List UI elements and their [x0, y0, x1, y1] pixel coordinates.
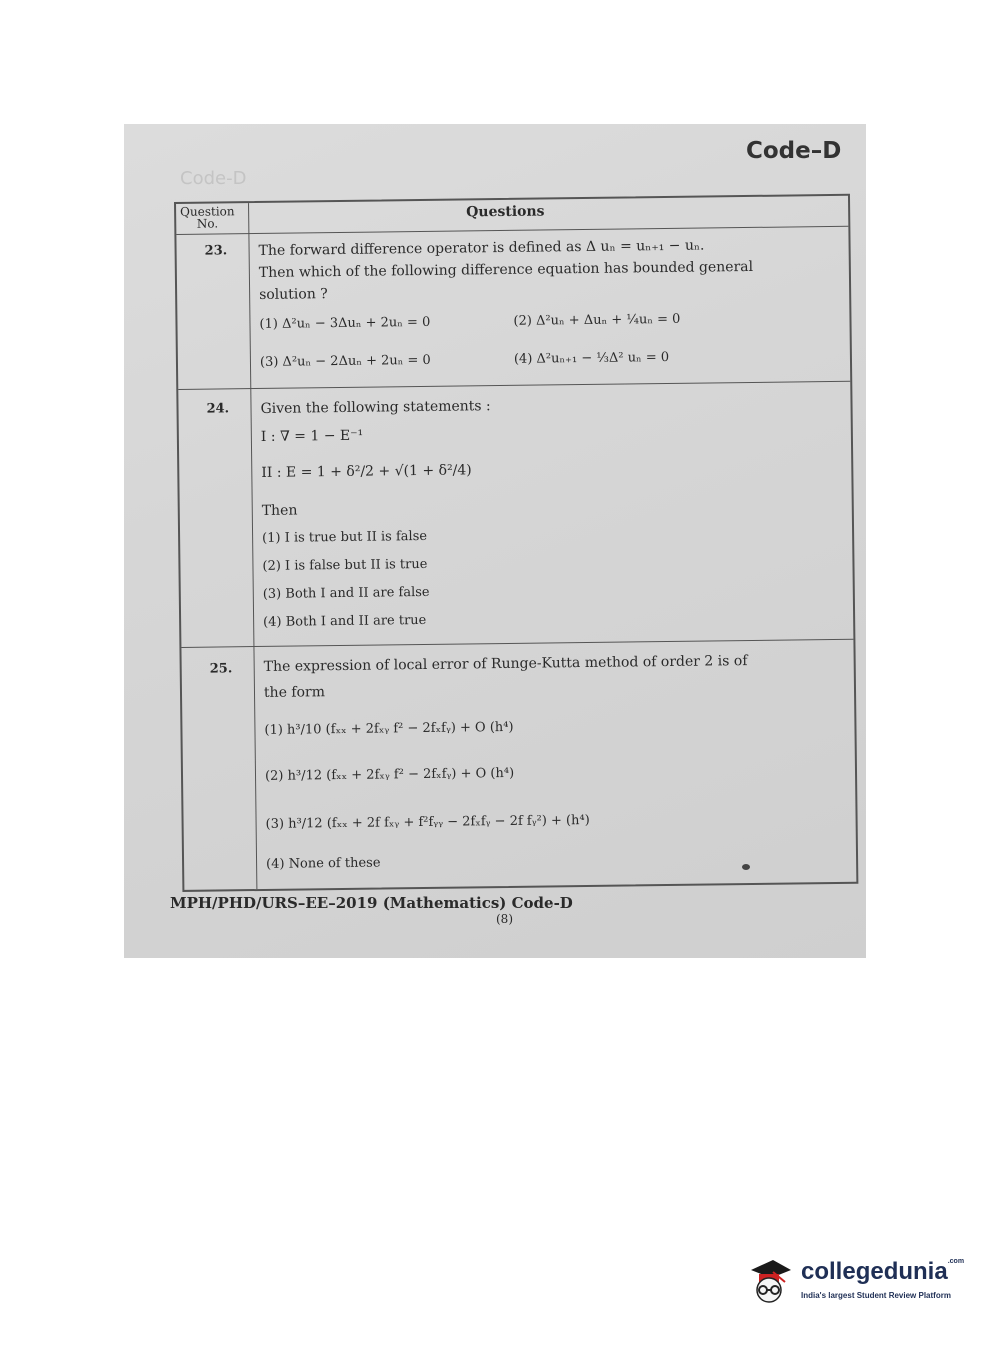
statement: II : E = 1 + δ²/2 + √(1 + δ²/4): [261, 462, 472, 481]
question-no-header: Question No.: [180, 204, 235, 231]
question-text: solution ?: [259, 286, 328, 303]
option: (2) h³/12 (fₓₓ + 2fₓᵧ f² − 2fₓfᵧ) + O (h⁴): [264, 765, 515, 784]
question-text: The forward difference operator is defined as Δ uₙ = uₙ₊₁ − uₙ.: [258, 237, 705, 259]
question-number: 24.: [206, 401, 230, 417]
statement: I : ∇ = 1 − E⁻¹: [260, 427, 364, 445]
option: (4) Δ²uₙ₊₁ − ⅓Δ² uₙ = 0: [513, 349, 670, 367]
collegedunia-logo[interactable]: [745, 1250, 975, 1320]
brand-name: collegedunia$^{.com}$: [801, 1258, 965, 1285]
option: (1) I is true but II is false: [262, 528, 428, 546]
question-text: Then: [261, 502, 298, 519]
option: (2) Δ²uₙ + Δuₙ + ¼uₙ = 0: [513, 311, 681, 329]
question-number: 25.: [209, 661, 233, 677]
option: (4) None of these: [266, 855, 381, 872]
brand-tagline: India's largest Student Review Platform: [801, 1291, 951, 1300]
question-text: Then which of the following difference equation has bounded general: [258, 258, 754, 281]
page-number: (8): [496, 912, 513, 926]
question-text: The expression of local error of Runge-Kutta method of order 2 is of: [263, 653, 748, 675]
scanned-page: [124, 124, 866, 958]
option: (1) h³/10 (fₓₓ + 2fₓᵧ f² − 2fₓfᵧ) + O (h⁴): [264, 719, 514, 738]
ink-spot: [742, 864, 750, 870]
option: (4) Both I and II are true: [263, 612, 427, 630]
paper-code: Code–D: [746, 138, 842, 164]
show-through-text: Code-D: [180, 168, 247, 189]
option: (1) Δ²uₙ − 3Δuₙ + 2uₙ = 0: [259, 314, 431, 332]
questions-header: Questions: [466, 203, 545, 221]
question-text: the form: [263, 684, 326, 701]
option: (3) h³/12 (fₓₓ + 2f fₓᵧ + f²fᵧᵧ − 2fₓfᵧ − 2f fᵧ²) + (h⁴): [265, 812, 590, 832]
option: (2) I is false but II is true: [262, 556, 428, 574]
question-text: Given the following statements :: [260, 398, 491, 417]
questions-table: [174, 194, 858, 892]
paper-footer: MPH/PHD/URS–EE–2019 (Mathematics) Code-D: [170, 894, 573, 912]
question-number: 23.: [204, 243, 228, 259]
graduate-cap-icon: [747, 1256, 791, 1308]
option: (3) Both I and II are false: [262, 584, 430, 602]
option: (3) Δ²uₙ − 2Δuₙ + 2uₙ = 0: [259, 352, 431, 370]
